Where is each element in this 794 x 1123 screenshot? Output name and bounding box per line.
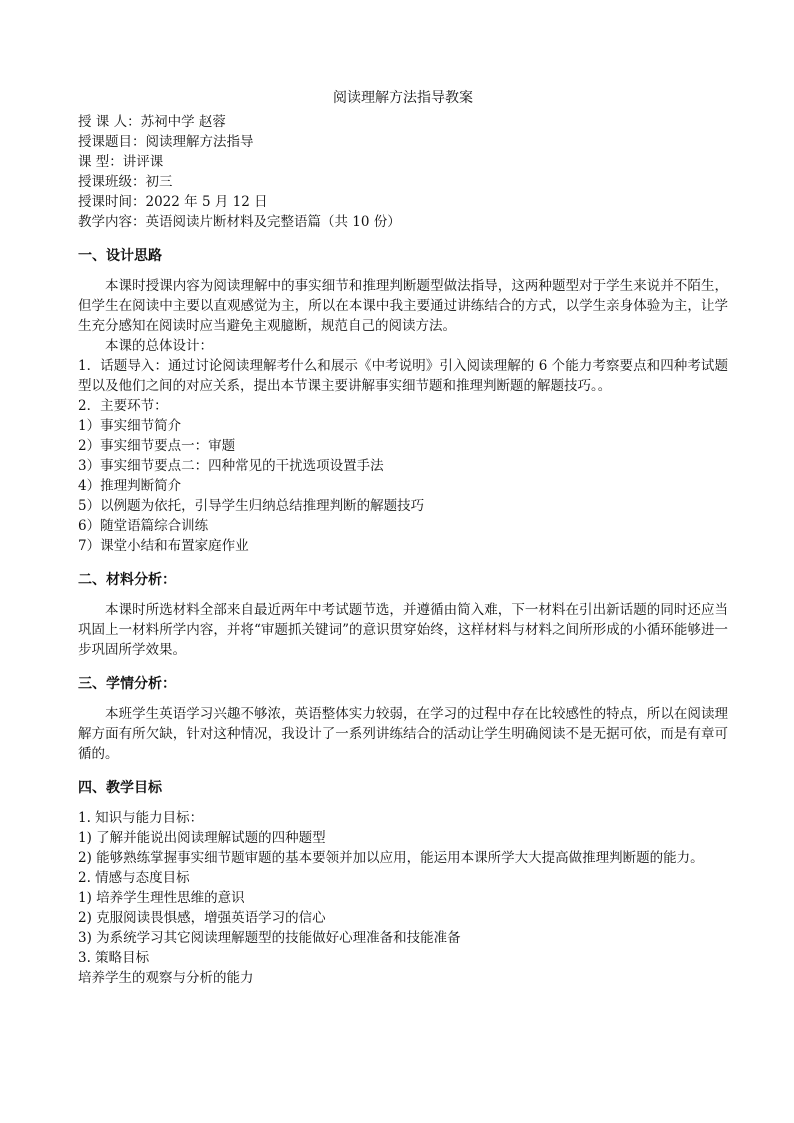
step-item: 3）事实细节要点二：四种常见的干扰选项设置手法 (78, 458, 384, 474)
materials-paragraph: 本课时所选材料全部来自最近两年中考试题节选，并遵循由简入难，下一材料在引出新话题的同时还应当巩固上一材料所学内容，并将“审题抓关键词”的意识贯穿始终，这样材料与材料之间所形成的小循环能够进一步巩固所学效果。 (78, 602, 728, 658)
section-heading-design: 一、设计思路 (78, 248, 162, 264)
step-item: 1）事实细节简介 (78, 418, 182, 434)
lesson-type-line: 课 型：讲评课 (78, 154, 164, 170)
objective-item: 1) 了解并能说出阅读理解试题的四种题型 (78, 830, 326, 846)
main-steps-label: 2．主要环节： (78, 398, 168, 414)
design-paragraph: 本课时授课内容为阅读理解中的事实细节和推理判断题型做法指导，这两种题型对于学生来说并不陌生，但学生在阅读中主要以直观感觉为主，所以在本课中我主要通过讲练结合的方式，以学生亲身体验为主，让学生充分感知在阅读时应当避免主观臆断，规范自己的阅读方法。 (78, 278, 728, 334)
objective-group-strategy: 3. 策略目标 (78, 950, 150, 966)
meta-block (78, 112, 728, 232)
content-line: 教学内容：英语阅读片断材料及完整语篇（共 10 份） (78, 214, 401, 230)
learners-paragraph: 本班学生英语学习兴趣不够浓，英语整体实力较弱，在学习的过程中存在比较感性的特点，所以在阅读理解方面有所欠缺，针对这种情况，我设计了一系列讲练结合的活动让学生明确阅读不是无据可依，而是有章可循的。 (78, 706, 728, 762)
step-item: 2）事实细节要点一：审题 (78, 438, 236, 454)
section-heading-objectives: 四、教学目标 (78, 780, 162, 796)
section-heading-learners: 三、学情分析： (78, 676, 176, 692)
teacher-line: 授 课 人：苏祠中学 赵蓉 (78, 114, 226, 130)
step-item: 4）推理判断简介 (78, 478, 182, 494)
step-item: 6）随堂语篇综合训练 (78, 518, 209, 534)
topic-intro-point: 1．话题导入：通过讨论阅读理解考什么和展示《中考说明》引入阅读理解的 6 个能力考察要点和四种考试题型以及他们之间的对应关系，提出本节课主要讲解事实细节题和推理判断题的解题技巧。。 (78, 358, 728, 394)
class-line: 授课班级：初三 (78, 174, 173, 190)
objective-group-knowledge: 1. 知识与能力目标： (78, 810, 204, 826)
overall-design-label: 本课的总体设计： (105, 338, 213, 354)
document-title: 阅读理解方法指导教案 (333, 90, 473, 106)
topic-line: 授课题目：阅读理解方法指导 (78, 134, 254, 150)
objective-item: 1) 培养学生理性思维的意识 (78, 890, 245, 906)
objective-group-attitude: 2. 情感与态度目标 (78, 870, 190, 886)
date-line: 授课时间：2022 年 5 月 12 日 (78, 194, 268, 210)
section-heading-materials: 二、材料分析： (78, 572, 176, 588)
step-item: 5）以例题为依托，引导学生归纳总结推理判断的解题技巧 (78, 498, 425, 514)
objective-item: 2) 克服阅读畏惧感，增强英语学习的信心 (78, 910, 326, 926)
strategy-text: 培养学生的观察与分析的能力 (78, 970, 254, 986)
objective-item: 2) 能够熟练掌握事实细节题审题的基本要领并加以应用，能运用本课所学大大提高做推理判断题的能力。 (78, 850, 704, 866)
lesson-plan-page (78, 88, 728, 988)
step-item: 7）课堂小结和布置家庭作业 (78, 538, 249, 554)
objective-item: 3) 为系统学习其它阅读理解题型的技能做好心理准备和技能准备 (78, 930, 461, 946)
